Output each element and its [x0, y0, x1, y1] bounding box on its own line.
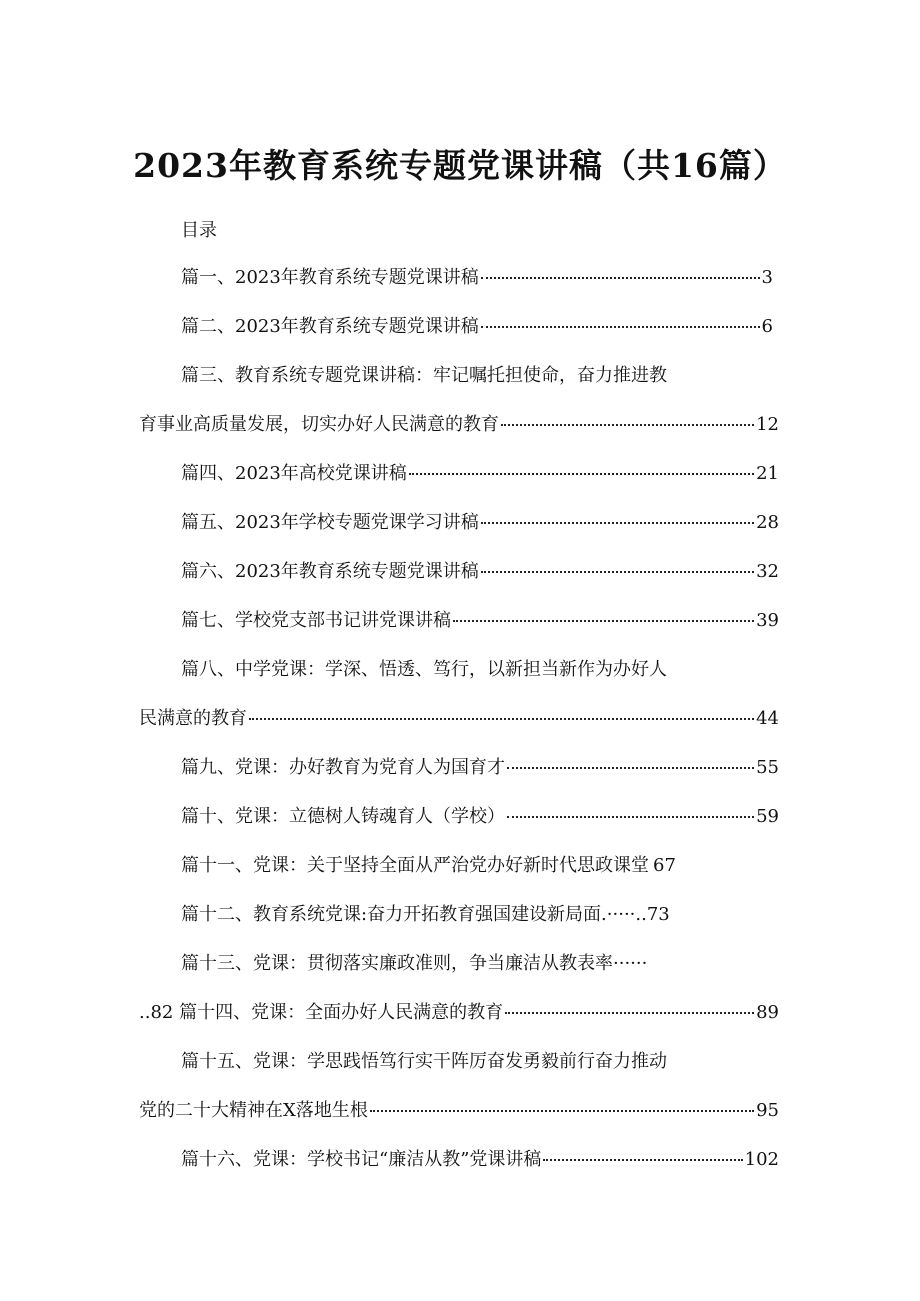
toc-entry-page: 59: [756, 806, 779, 827]
toc-entry-page: 55: [756, 757, 779, 778]
toc-entry[interactable]: [181, 657, 781, 683]
toc-entry-text: 篇二、2023年教育系统专题党课讲稿: [181, 316, 479, 337]
toc-entry-page: 44: [756, 708, 779, 729]
toc-entry[interactable]: [139, 706, 779, 732]
dot-leader: [543, 1159, 742, 1161]
toc-entry-text: 篇十五、党课：学思践悟笃行实干阵厉奋发勇毅前行奋力推动: [181, 1051, 667, 1072]
toc-entry-text: 篇十二、教育系统党课:奋力开拓教育强国建设新局面.·····..: [181, 904, 647, 925]
toc-entry-text: 篇十、党课：立德树人铸魂育人（学校）: [181, 806, 505, 827]
dot-leader: [481, 522, 754, 524]
dot-leader: [507, 767, 754, 769]
toc-entry[interactable]: [181, 363, 781, 389]
toc-entry-text: 篇五、2023年学校专题党课学习讲稿: [181, 512, 479, 533]
dot-leader: [249, 718, 754, 720]
toc-entry-text: 篇三、教育系统专题党课讲稿：牢记嘱托担使命，奋力推进教: [181, 365, 667, 386]
toc-entry-page: 6: [761, 316, 773, 337]
toc-entry-page: 39: [756, 610, 779, 631]
toc-entry-text: 篇八、中学党课：学深、悟透、笃行，以新担当新作为办好人: [181, 659, 667, 680]
toc-entry-page: 67: [653, 855, 676, 876]
toc-entry-page: 21: [756, 463, 779, 484]
dot-leader: [501, 424, 754, 426]
document-title: 2023年教育系统专题党课讲稿（共16篇）: [133, 146, 787, 185]
dot-leader: [453, 620, 754, 622]
toc-entry[interactable]: [181, 804, 779, 830]
dot-leader: [481, 571, 754, 573]
toc-entry-text: 篇九、党课：办好教育为党育人为国育才: [181, 757, 505, 778]
toc-entry[interactable]: [139, 412, 779, 438]
toc-entry-text: 篇十六、党课：学校书记“廉洁从教”党课讲稿: [181, 1149, 542, 1170]
toc-entry[interactable]: [181, 853, 781, 879]
toc-entry-text: 篇十三、党课：贯彻落实廉政准则，争当廉洁从教表率······: [181, 953, 648, 974]
toc-entry[interactable]: [181, 265, 773, 291]
toc-entry[interactable]: [181, 314, 773, 340]
toc-entry[interactable]: [181, 559, 779, 585]
toc-entry-text: 篇六、2023年教育系统专题党课讲稿: [181, 561, 479, 582]
toc-entry-text: 篇七、学校党支部书记讲党课讲稿: [181, 610, 451, 631]
toc-entry[interactable]: [181, 951, 791, 977]
toc-entry-text: 篇四、2023年高校党课讲稿: [181, 463, 407, 484]
toc-entry-page: 89: [756, 1002, 779, 1023]
toc-entry[interactable]: [181, 1049, 781, 1075]
dot-leader: [409, 473, 754, 475]
toc-entry-text: 党的二十大精神在X落地生根: [139, 1100, 368, 1121]
toc-entry-text: 篇十一、党课：关于坚持全面从严治党办好新时代思政课堂: [181, 855, 649, 876]
toc-entry[interactable]: [181, 755, 779, 781]
toc-entry[interactable]: [181, 510, 779, 536]
dot-leader: [505, 1012, 754, 1014]
toc-entry-text: 育事业高质量发展，切实办好人民满意的教育: [139, 414, 499, 435]
toc-entry-page: 32: [756, 561, 779, 582]
toc-entry-page: 73: [646, 904, 670, 925]
toc-entry-text: ..82 篇十四、党课：全面办好人民满意的教育: [139, 1002, 504, 1023]
toc-entry[interactable]: [181, 608, 779, 634]
toc-entry[interactable]: [181, 902, 791, 928]
toc-entry-page: 12: [756, 414, 779, 435]
toc-entry-text: 民满意的教育: [139, 708, 247, 729]
toc-entry-page: 28: [756, 512, 779, 533]
toc-entry[interactable]: [139, 1000, 779, 1026]
dot-leader: [481, 326, 760, 328]
dot-leader: [507, 816, 754, 818]
toc-entry[interactable]: [181, 461, 779, 487]
dot-leader: [481, 277, 760, 279]
toc-entry[interactable]: [181, 1147, 779, 1173]
toc-entry-page: 95: [756, 1100, 779, 1121]
toc-entry-text: 篇一、2023年教育系统专题党课讲稿: [181, 267, 479, 288]
dot-leader: [370, 1110, 754, 1112]
toc-entry[interactable]: [139, 1098, 779, 1124]
toc-heading: 目录: [181, 220, 217, 241]
toc-entry-page: 3: [761, 267, 773, 288]
toc-entry-page: 102: [744, 1149, 779, 1170]
